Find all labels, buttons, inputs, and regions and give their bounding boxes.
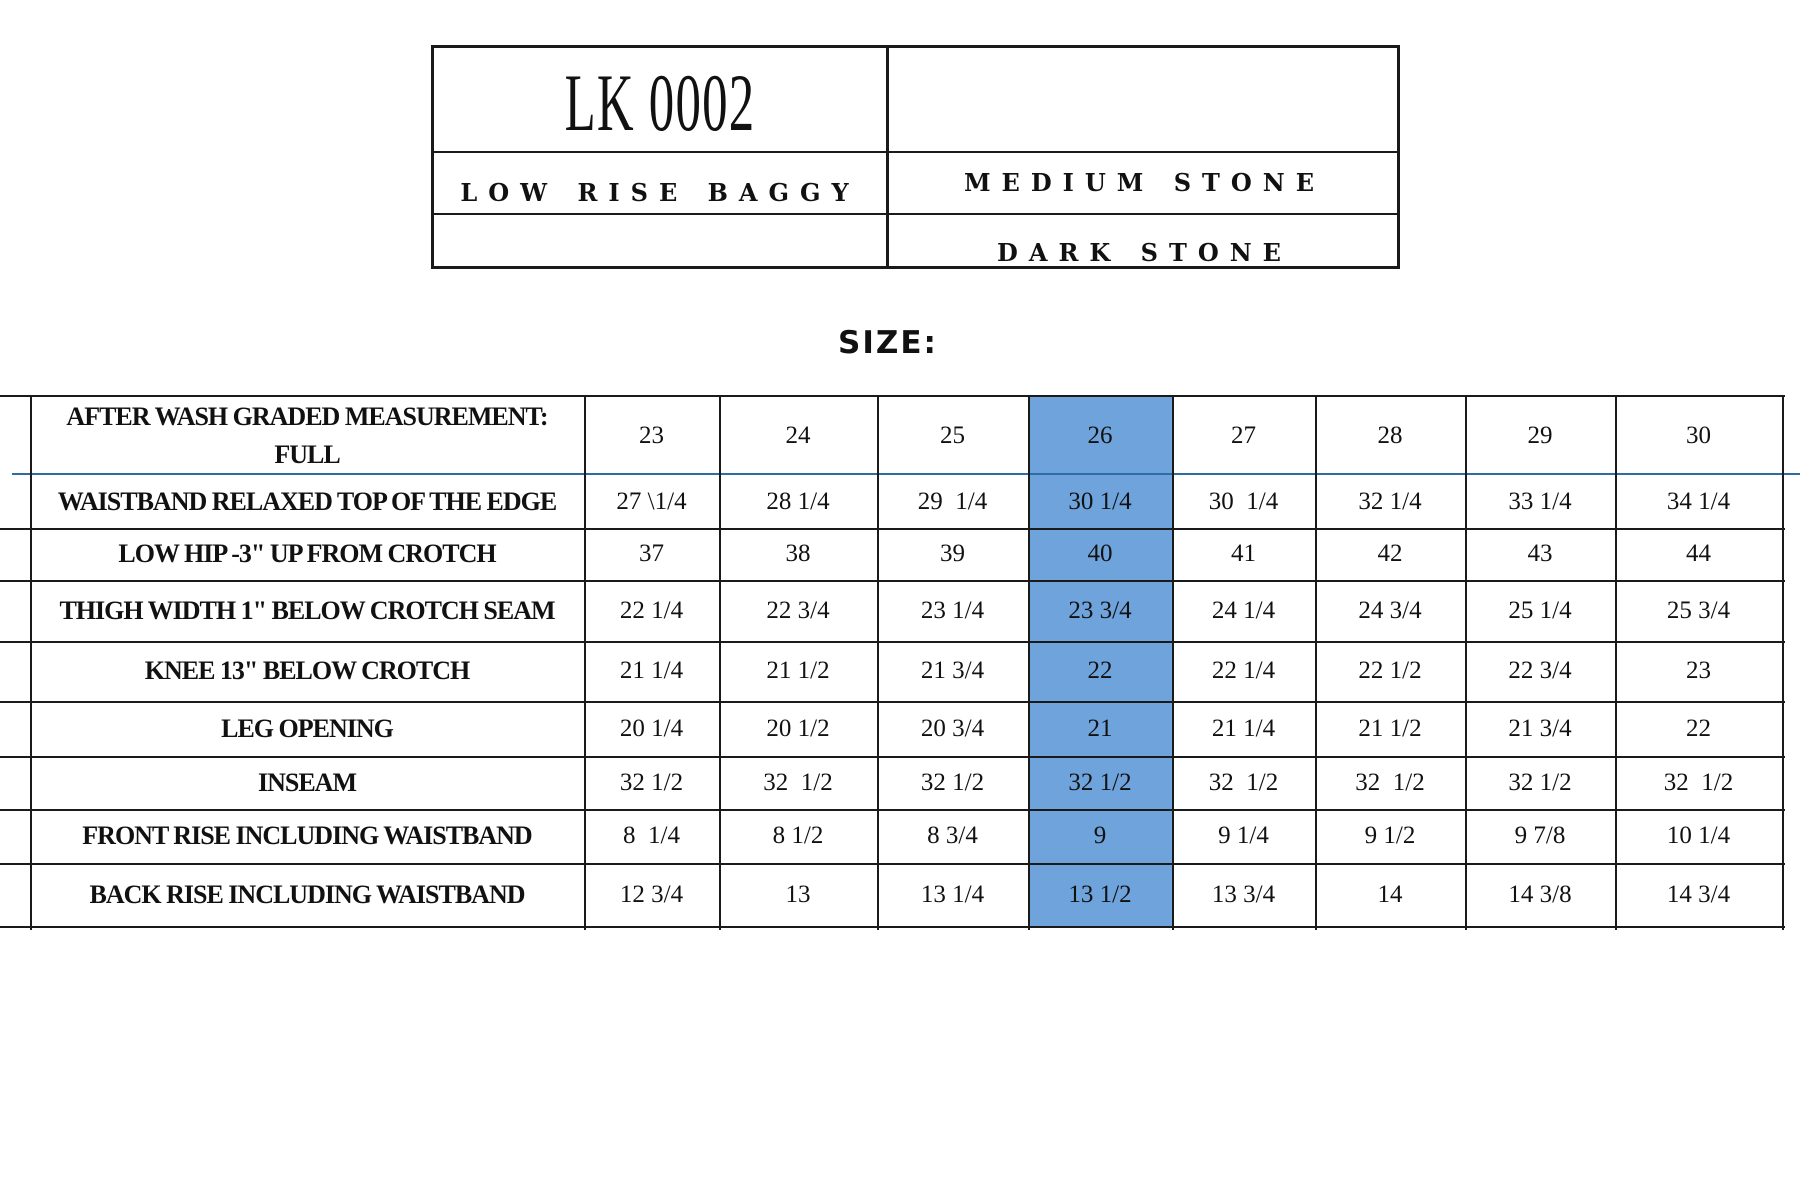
table-title-line2: FULL bbox=[274, 439, 340, 469]
measurement-value: 42 bbox=[1377, 540, 1403, 567]
size-header-28: 28 bbox=[1377, 421, 1403, 449]
measurement-label: WAISTBAND RELAXED TOP OF THE EDGE bbox=[57, 487, 557, 516]
size-header-25: 25 bbox=[940, 421, 965, 449]
measurement-value: 14 3/4 bbox=[1666, 880, 1731, 908]
measurement-label: FRONT RISE INCLUDING WAISTBAND bbox=[82, 821, 532, 850]
measurement-value: 32 1/2 bbox=[763, 768, 833, 796]
measurement-value: 10 1/4 bbox=[1666, 822, 1731, 849]
measurement-value: 8 3/4 bbox=[927, 822, 978, 849]
style-header-box bbox=[431, 45, 1400, 269]
size-header-30: 30 bbox=[1686, 421, 1711, 449]
measurement-value: 23 bbox=[1686, 657, 1711, 684]
fit-name: LOW RISE BAGGY bbox=[460, 178, 860, 207]
measurement-value: 13 1/4 bbox=[920, 880, 985, 908]
measurement-value: 12 3/4 bbox=[619, 880, 684, 908]
measurement-value: 25 3/4 bbox=[1666, 596, 1731, 624]
measurement-value: 28 1/4 bbox=[766, 488, 830, 515]
measurement-value: 20 1/4 bbox=[619, 714, 684, 742]
measurement-value: 21 1/4 bbox=[619, 657, 684, 684]
table-title bbox=[30, 395, 584, 476]
measurement-value: 9 7/8 bbox=[1514, 822, 1566, 849]
measurement-value: 13 3/4 bbox=[1211, 880, 1276, 908]
measurement-value: 37 bbox=[639, 540, 664, 567]
size-label: SIZE: bbox=[838, 325, 938, 361]
measurement-value: 30 1/4 bbox=[1208, 488, 1279, 515]
measurement-value: 14 bbox=[1377, 880, 1403, 908]
measurement-value: 9 bbox=[1093, 822, 1107, 849]
measurement-table bbox=[0, 395, 1785, 930]
measurement-value: 41 bbox=[1231, 540, 1256, 567]
measurement-value: 13 bbox=[785, 880, 811, 908]
size-header-27: 27 bbox=[1231, 421, 1256, 449]
measurement-label: BACK RISE INCLUDING WAISTBAND bbox=[89, 879, 525, 909]
measurement-value: 27 \1/4 bbox=[616, 488, 687, 515]
measurement-value: 21 1/2 bbox=[766, 657, 830, 684]
measurement-value: 22 bbox=[1686, 714, 1711, 742]
measurement-value: 30 1/4 bbox=[1068, 488, 1132, 515]
column-line bbox=[1782, 395, 1784, 930]
measurement-value: 32 1/2 bbox=[1068, 768, 1132, 796]
measurement-value: 32 1/2 bbox=[1355, 768, 1425, 796]
measurement-label: THIGH WIDTH 1" BELOW CROTCH SEAM bbox=[59, 595, 555, 625]
measurement-value: 24 3/4 bbox=[1358, 596, 1422, 624]
measurement-value: 20 1/2 bbox=[766, 714, 830, 742]
measurement-value: 32 1/2 bbox=[1663, 768, 1734, 796]
measurement-value: 38 bbox=[785, 540, 811, 567]
measurement-value: 40 bbox=[1087, 540, 1113, 567]
wash-medium-stone: MEDIUM STONE bbox=[963, 168, 1326, 197]
measurement-value: 32 1/2 bbox=[1208, 768, 1279, 796]
measurement-value: 33 1/4 bbox=[1508, 488, 1572, 515]
measurement-label: LOW HIP -3" UP FROM CROTCH bbox=[118, 539, 496, 568]
size-header-24: 24 bbox=[785, 421, 811, 449]
measurement-value: 21 3/4 bbox=[1508, 714, 1572, 742]
measurement-value: 13 1/2 bbox=[1068, 880, 1132, 908]
measurement-value: 21 bbox=[1087, 714, 1113, 742]
measurement-value: 25 1/4 bbox=[1508, 596, 1572, 624]
measurement-value: 23 3/4 bbox=[1068, 596, 1132, 624]
size-header-23: 23 bbox=[639, 421, 664, 449]
header-divider-vertical bbox=[886, 48, 889, 266]
measurement-value: 22 3/4 bbox=[1508, 657, 1572, 684]
measurement-value: 21 1/2 bbox=[1358, 714, 1422, 742]
measurement-value: 32 1/4 bbox=[1358, 488, 1422, 515]
measurement-value: 22 1/4 bbox=[619, 596, 684, 624]
measurement-value: 32 1/2 bbox=[920, 768, 985, 796]
measurement-value: 43 bbox=[1527, 540, 1553, 567]
row-line bbox=[0, 926, 1785, 928]
table-title-line1: AFTER WASH GRADED MEASUREMENT: bbox=[66, 401, 548, 431]
wash-dark-stone: DARK STONE bbox=[997, 238, 1292, 267]
measurement-value: 21 1/4 bbox=[1211, 714, 1276, 742]
measurement-value: 24 1/4 bbox=[1211, 596, 1276, 624]
measurement-value: 8 1/2 bbox=[772, 822, 824, 849]
measurement-value: 29 1/4 bbox=[917, 488, 988, 515]
measurement-label: KNEE 13" BELOW CROTCH bbox=[144, 656, 470, 685]
size-header-29: 29 bbox=[1527, 421, 1553, 449]
size-header-26: 26 bbox=[1087, 421, 1113, 449]
measurement-value: 9 1/4 bbox=[1218, 822, 1269, 849]
measurement-value: 8 1/4 bbox=[623, 822, 680, 849]
measurement-label: INSEAM bbox=[257, 767, 356, 797]
measurement-value: 20 3/4 bbox=[920, 714, 985, 742]
header-divider-horizontal bbox=[434, 213, 1397, 215]
measurement-value: 23 1/4 bbox=[920, 596, 985, 624]
measurement-value: 21 3/4 bbox=[920, 657, 985, 684]
measurement-value: 32 1/2 bbox=[1508, 768, 1572, 796]
measurement-value: 22 1/2 bbox=[1358, 657, 1422, 684]
measurement-value: 34 1/4 bbox=[1666, 488, 1731, 515]
measurement-value: 14 3/8 bbox=[1508, 880, 1572, 908]
measurement-value: 44 bbox=[1686, 540, 1711, 567]
measurement-value: 22 3/4 bbox=[766, 596, 830, 624]
measurement-value: 32 1/2 bbox=[619, 768, 684, 796]
measurement-value: 22 bbox=[1087, 657, 1113, 684]
header-divider-horizontal bbox=[434, 151, 1397, 153]
style-code: LK 0002 bbox=[564, 57, 756, 148]
measurement-value: 9 1/2 bbox=[1364, 822, 1416, 849]
measurement-value: 39 bbox=[940, 540, 965, 567]
measurement-value: 22 1/4 bbox=[1211, 657, 1276, 684]
measurement-label: LEG OPENING bbox=[221, 713, 393, 743]
